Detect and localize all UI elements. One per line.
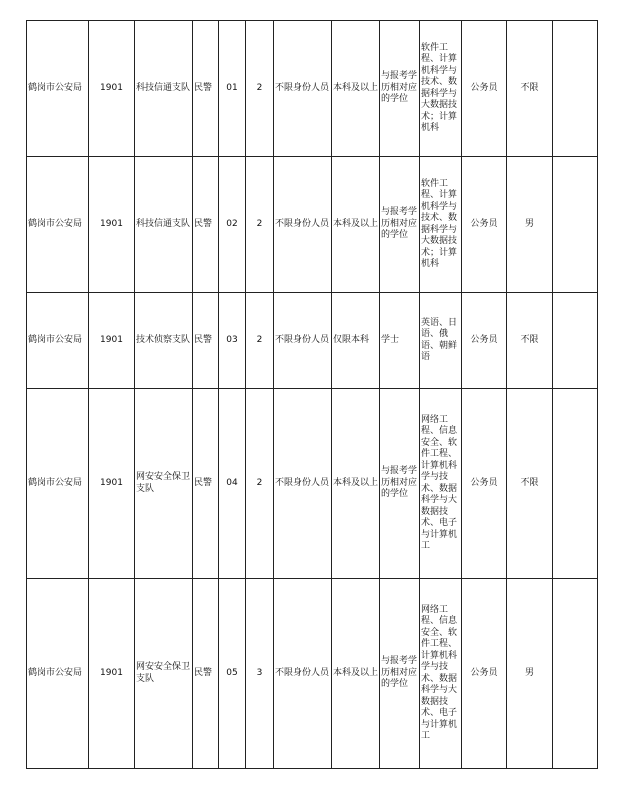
cell-degree: 与报考学历相对应的学位 — [380, 21, 420, 157]
table-row — [27, 389, 598, 579]
cell-count: 3 — [246, 579, 274, 769]
cell-identity: 不限身份人员 — [274, 293, 332, 389]
cell-position-code: 01 — [219, 21, 246, 157]
cell-unit-code: 1901 — [89, 21, 135, 157]
cell-position: 民警 — [193, 21, 219, 157]
cell-education: 本科及以上 — [332, 579, 380, 769]
cell-org: 鹤岗市公安局 — [27, 157, 89, 293]
cell-position: 民警 — [193, 293, 219, 389]
cell-education: 本科及以上 — [332, 157, 380, 293]
table-row — [27, 579, 598, 769]
table-row — [27, 293, 598, 389]
cell-identity: 不限身份人员 — [274, 389, 332, 579]
table-row — [27, 157, 598, 293]
cell-dept: 科技信通支队 — [135, 21, 193, 157]
cell-count: 2 — [246, 21, 274, 157]
cell-unit-code: 1901 — [89, 389, 135, 579]
cell-dept: 网安安全保卫支队 — [135, 579, 193, 769]
cell-major: 软件工程、计算机科学与技术、数据科学与大数据技术；计算机科 — [420, 21, 462, 157]
recruitment-table — [26, 20, 598, 769]
table-row — [27, 21, 598, 157]
cell-unit-code: 1901 — [89, 157, 135, 293]
cell-identity: 不限身份人员 — [274, 579, 332, 769]
cell-dept: 网安安全保卫支队 — [135, 389, 193, 579]
cell-type: 公务员 — [462, 389, 507, 579]
cell-identity: 不限身份人员 — [274, 21, 332, 157]
cell-org: 鹤岗市公安局 — [27, 389, 89, 579]
cell-position-code: 02 — [219, 157, 246, 293]
cell-type: 公务员 — [462, 157, 507, 293]
cell-identity: 不限身份人员 — [274, 157, 332, 293]
cell-major: 英语、日语、俄语、朝鲜语 — [420, 293, 462, 389]
cell-education: 仅限本科 — [332, 293, 380, 389]
cell-notes — [553, 579, 598, 769]
cell-unit-code: 1901 — [89, 293, 135, 389]
cell-position-code: 03 — [219, 293, 246, 389]
cell-position-code: 04 — [219, 389, 246, 579]
cell-org: 鹤岗市公安局 — [27, 579, 89, 769]
cell-education: 本科及以上 — [332, 389, 380, 579]
cell-type: 公务员 — [462, 293, 507, 389]
cell-education: 本科及以上 — [332, 21, 380, 157]
cell-degree: 学士 — [380, 293, 420, 389]
cell-count: 2 — [246, 157, 274, 293]
cell-position-code: 05 — [219, 579, 246, 769]
cell-notes — [553, 293, 598, 389]
cell-notes — [553, 157, 598, 293]
cell-gender: 不限 — [507, 293, 553, 389]
cell-major: 网络工程、信息安全、软件工程、计算机科学与技术、数据科学与大数据技术、电子与计算机工 — [420, 579, 462, 769]
cell-dept: 科技信通支队 — [135, 157, 193, 293]
cell-gender: 男 — [507, 157, 553, 293]
cell-degree: 与报考学历相对应的学位 — [380, 579, 420, 769]
cell-count: 2 — [246, 389, 274, 579]
cell-dept: 技术侦察支队 — [135, 293, 193, 389]
cell-notes — [553, 21, 598, 157]
cell-org: 鹤岗市公安局 — [27, 21, 89, 157]
cell-position: 民警 — [193, 579, 219, 769]
cell-org: 鹤岗市公安局 — [27, 293, 89, 389]
cell-notes — [553, 389, 598, 579]
cell-degree: 与报考学历相对应的学位 — [380, 389, 420, 579]
cell-unit-code: 1901 — [89, 579, 135, 769]
cell-type: 公务员 — [462, 21, 507, 157]
cell-major: 软件工程、计算机科学与技术、数据科学与大数据技术；计算机科 — [420, 157, 462, 293]
cell-position: 民警 — [193, 157, 219, 293]
cell-major: 网络工程、信息安全、软件工程、计算机科学与技术、数据科学与大数据技术、电子与计算机工 — [420, 389, 462, 579]
cell-degree: 与报考学历相对应的学位 — [380, 157, 420, 293]
cell-gender: 不限 — [507, 389, 553, 579]
cell-position: 民警 — [193, 389, 219, 579]
cell-count: 2 — [246, 293, 274, 389]
cell-gender: 不限 — [507, 21, 553, 157]
table-body — [27, 21, 598, 769]
cell-gender: 男 — [507, 579, 553, 769]
cell-type: 公务员 — [462, 579, 507, 769]
